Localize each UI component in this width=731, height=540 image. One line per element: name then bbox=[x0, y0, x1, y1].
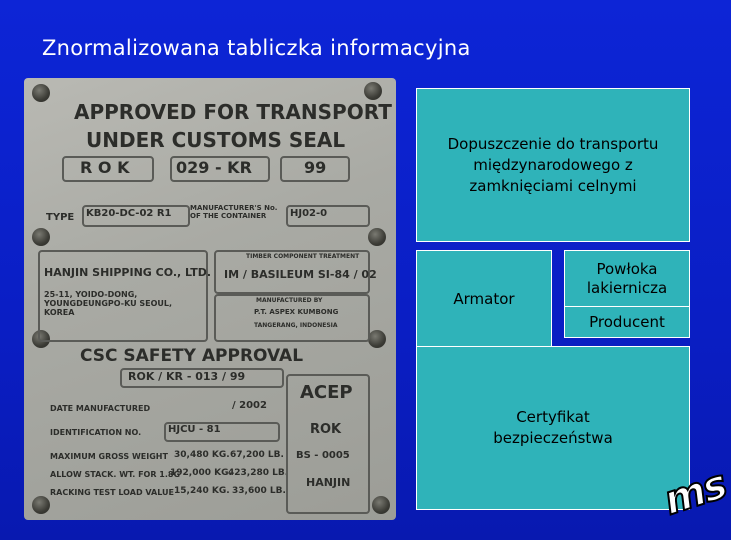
plate-hanjin-logo: HANJIN bbox=[306, 476, 351, 489]
slide-title: Znormalizowana tabliczka informacyjna bbox=[42, 36, 471, 60]
plate-acep-bs: BS - 0005 bbox=[296, 450, 350, 461]
plate-line-2: UNDER CUSTOMS SEAL bbox=[86, 128, 346, 152]
plate-mgw-label: MAXIMUM GROSS WEIGHT bbox=[50, 452, 168, 461]
plate-producer-name: P.T. ASPEX KUMBONG bbox=[254, 308, 339, 316]
data-plate-photo bbox=[24, 78, 396, 520]
safety-certificate-text: Certyfikat bezpieczeństwa bbox=[493, 408, 613, 447]
plate-date-label: DATE MANUFACTURED bbox=[50, 404, 151, 413]
bolt-icon bbox=[368, 228, 386, 246]
plate-mgw-kg: 30,480 KG. bbox=[174, 450, 230, 460]
plate-mfr-value: HJ02-0 bbox=[290, 208, 328, 219]
plate-kr: 029 - KR bbox=[176, 158, 252, 177]
plate-type-label: TYPE bbox=[46, 212, 75, 223]
plate-racking-label: RACKING TEST LOAD VALUE bbox=[50, 488, 174, 497]
coating-text: Powłoka lakiernicza bbox=[586, 260, 668, 297]
producer-box bbox=[564, 306, 690, 338]
plate-mgw-lbs: 67,200 LB. bbox=[230, 450, 284, 460]
bolt-icon bbox=[368, 330, 386, 348]
plate-producer-address: TANGERANG, INDONESIA bbox=[254, 322, 338, 329]
signature-logo: ms bbox=[658, 461, 731, 525]
producer-text: Producent bbox=[589, 313, 665, 331]
bolt-icon bbox=[32, 496, 50, 514]
bolt-icon bbox=[32, 84, 50, 102]
customs-approval-box bbox=[416, 88, 690, 242]
owner-box bbox=[416, 250, 552, 348]
plate-stack-lbs: 423,280 LB. bbox=[228, 468, 289, 478]
plate-date-value: / 2002 bbox=[232, 400, 267, 411]
bolt-icon bbox=[372, 496, 390, 514]
plate-stack-label: ALLOW STACK. WT. FOR 1.8G bbox=[50, 470, 181, 479]
plate-producer-label: MANUFACTURED BY bbox=[256, 297, 323, 304]
plate-mfr-label: MANUFACTURER'S No. OF THE CONTAINER bbox=[190, 204, 278, 220]
plate-timber-label: TIMBER COMPONENT TREATMENT bbox=[246, 253, 360, 260]
coating-box bbox=[564, 250, 690, 308]
plate-rok: R O K bbox=[80, 158, 130, 177]
plate-type-value: KB20-DC-02 R1 bbox=[86, 208, 172, 219]
safety-certificate-box bbox=[416, 346, 690, 510]
plate-stack-kg: 192,000 KG. bbox=[170, 468, 232, 478]
bolt-icon bbox=[364, 82, 382, 100]
customs-approval-text: Dopuszczenie do transportu międzynarodowego z zamknięciami celnymi bbox=[447, 134, 659, 195]
plate-racking-kg: 15,240 KG. bbox=[174, 486, 230, 496]
plate-owner-address: 25-11, YOIDO-DONG, YOUNGDEUNGPO-KU SEOUL, KOREA bbox=[44, 290, 173, 317]
plate-csc-title: CSC SAFETY APPROVAL bbox=[80, 346, 304, 366]
plate-id-value: HJCU - 81 bbox=[168, 424, 221, 435]
plate-99: 99 bbox=[304, 158, 327, 177]
plate-racking-lbs: 33,600 LB. bbox=[232, 486, 286, 496]
plate-csc-number: ROK / KR - 013 / 99 bbox=[128, 370, 246, 383]
plate-acep: ACEP bbox=[300, 382, 353, 403]
plate-acep-rok: ROK bbox=[310, 422, 342, 437]
plate-line-1: APPROVED FOR TRANSPORT bbox=[74, 100, 392, 124]
plate-timber-value: IM / BASILEUM SI-84 / 02 bbox=[224, 268, 377, 281]
bolt-icon bbox=[32, 228, 50, 246]
plate-owner-name: HANJIN SHIPPING CO., LTD. bbox=[44, 266, 212, 279]
plate-id-label: IDENTIFICATION NO. bbox=[50, 428, 142, 437]
owner-text: Armator bbox=[453, 290, 515, 308]
